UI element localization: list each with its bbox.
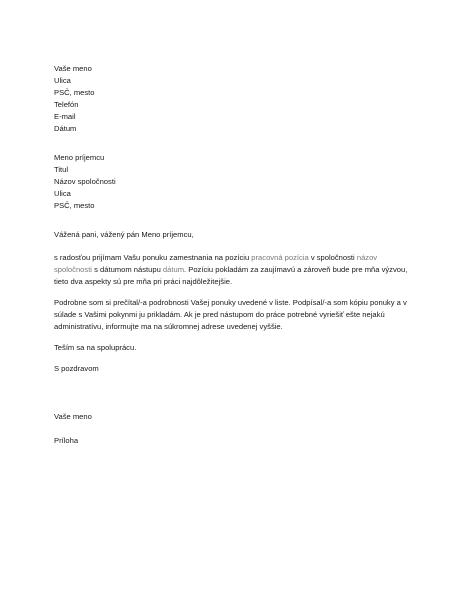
sender-address-block (54, 63, 414, 135)
salutation-block (54, 229, 414, 241)
paragraph-1-text-part4: . Pozíciu pokladám za zaujímavú a zároveň bude pre mňa výzvou, tieto dva aspekty sú pre mňa pri práci najdôležitejšie. (54, 265, 408, 286)
placeholder-date: dátum (162, 265, 185, 274)
salutation: Vážená pani, vážený pán Meno príjemcu, (54, 230, 194, 239)
closing: S pozdravom (54, 364, 99, 373)
placeholder-position: pracovná pozícia (251, 253, 309, 262)
sender-name: Vaše meno (54, 64, 92, 73)
enclosure: Príloha (54, 436, 79, 445)
paragraph-1-text-part1: s radosťou prijímam Vašu ponuku zamestnania na pozíciu (54, 253, 252, 262)
paragraph-1 (54, 252, 414, 288)
paragraph-2-text: Podrobne som si prečítal/-a podrobnosti Vašej ponuky uvedené v liste. Podpísal/-a som kópiu ponuky a v súlade s Vašimi pokynmi ju prikladám. Ak je pred nástupom do práce potrebné vyriešiť ešte nejakú administratívu, informujte ma na súkromnej adrese uvedenej vyššie. (54, 298, 407, 331)
recipient-name: Meno príjemcu (54, 153, 105, 162)
letter-date: Dátum (54, 124, 77, 133)
paragraph-1-text (54, 252, 414, 288)
recipient-street: Ulica (54, 189, 71, 198)
sender-phone: Telefón (54, 100, 79, 109)
paragraph-3-text: Teším sa na spoluprácu. (54, 343, 137, 352)
paragraph-2 (54, 297, 414, 333)
recipient-title: Titul (54, 165, 69, 174)
signature-block (54, 411, 414, 423)
enclosure-block (54, 435, 414, 447)
paragraph-3 (54, 342, 414, 354)
signature-name: Vaše meno (54, 412, 92, 421)
closing-block (54, 363, 414, 375)
paragraph-1-text-part3: s dátumom nástupu (92, 265, 163, 274)
sender-zip-city: PSČ, mesto (54, 88, 95, 97)
paragraph-1-text-part2: v spoločnosti (308, 253, 357, 262)
recipient-address-block (54, 152, 414, 212)
recipient-company: Názov spoločnosti (54, 177, 116, 186)
recipient-zip-city: PSČ, mesto (54, 201, 95, 210)
sender-email: E-mail (54, 112, 76, 121)
placeholder-company: názov spoločnosti (54, 253, 378, 274)
sender-street: Ulica (54, 76, 71, 85)
